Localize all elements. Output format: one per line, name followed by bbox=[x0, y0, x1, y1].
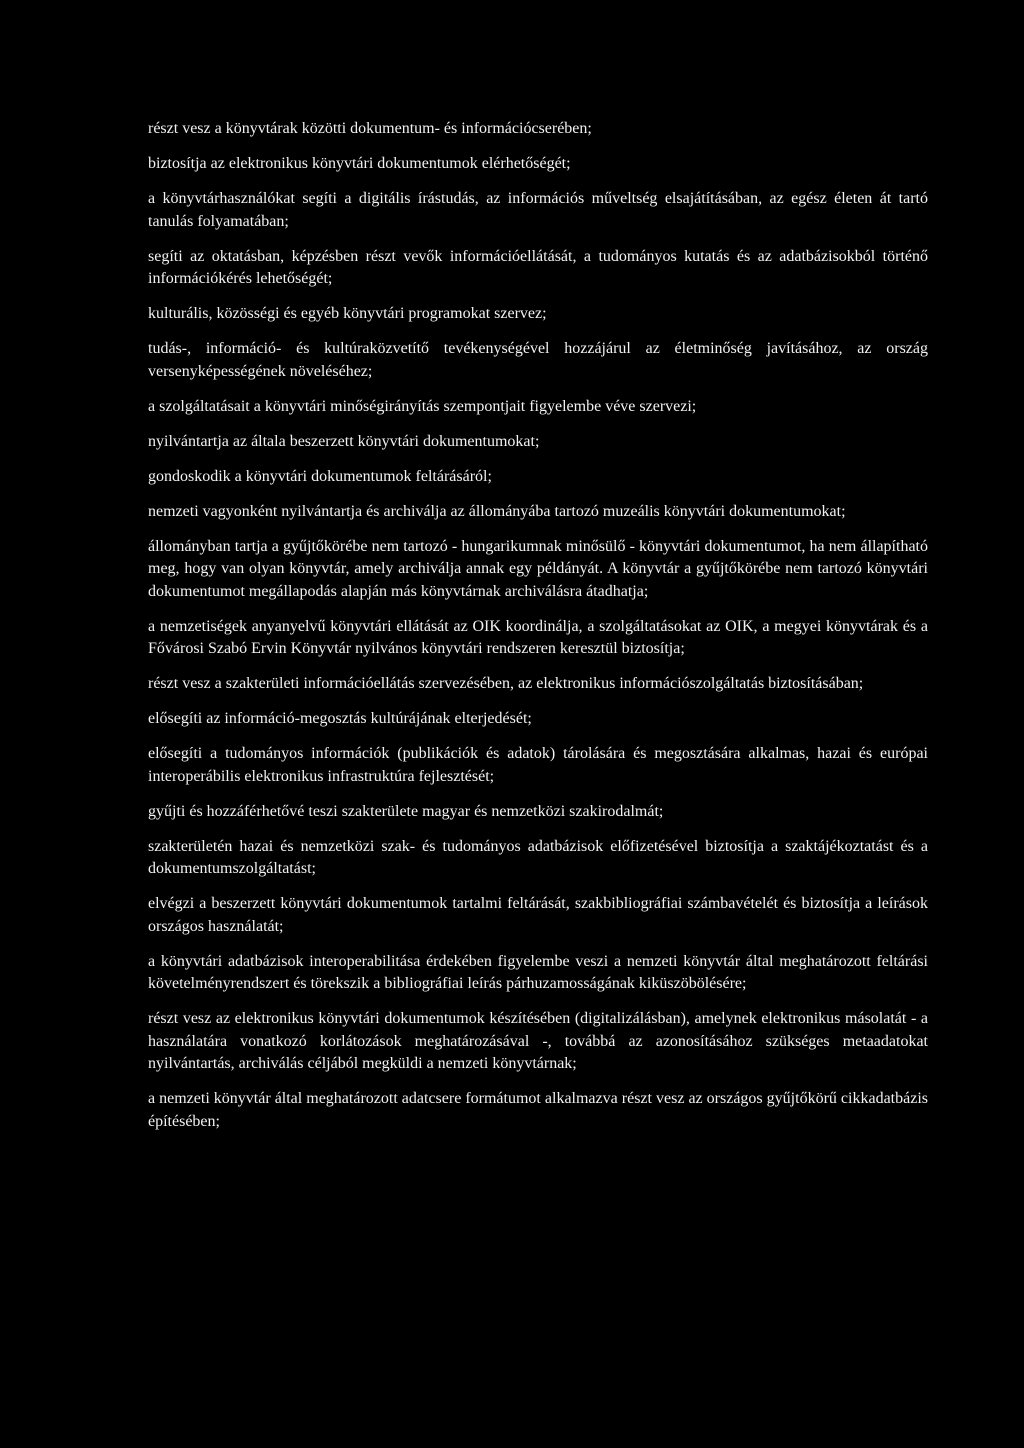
paragraph-2: biztosítja az elektronikus könyvtári dokumentumok elérhetőségét; bbox=[148, 155, 571, 172]
paragraph-20: részt vesz az elektronikus könyvtári dokumentumok készítésében (digitalizálásban), amelynek elektronikus másolatát - a használatára vonatkozó korlátozások meghatározásával -, továbbá az azonosításához szükséges metaadatokat nyilvántartás, archiválás céljából megküldi a nemzeti könyvtárnak; bbox=[148, 1010, 928, 1072]
paragraph-6: tudás-, információ- és kultúraközvetítő tevékenységével hozzájárul az életminőség javításához, az ország versenyképességének növeléséhez; bbox=[148, 340, 928, 380]
paragraph-10: nemzeti vagyonként nyilvántartja és archiválja az állományába tartozó muzeális könyvtári dokumentumokat; bbox=[148, 502, 846, 520]
paragraph-9: gondoskodik a könyvtári dokumentumok feltárásáról; bbox=[148, 467, 492, 485]
paragraph-15: elősegíti a tudományos információk (publikációk és adatok) tárolására és megosztására alkalmas, hazai és európai interoperábilis elektronikus infrastruktúra fejlesztését; bbox=[148, 745, 928, 785]
paragraph-1: részt vesz a könyvtárak közötti dokumentum- és információcserében; bbox=[148, 120, 592, 137]
paragraph-8: nyilvántartja az általa beszerzett könyvtári dokumentumokat; bbox=[148, 432, 540, 450]
document-page bbox=[148, 118, 928, 1146]
paragraph-21: a nemzeti könyvtár által meghatározott adatcsere formátumot alkalmazva részt vesz az országos gyűjtőkörű cikkadatbázis építésében; bbox=[148, 1090, 928, 1130]
paragraph-4: segíti az oktatásban, képzésben részt vevők információellátását, a tudományos kutatás és az adatbázisokból történő információkérés lehetőségét; bbox=[148, 247, 928, 287]
paragraph-19: a könyvtári adatbázisok interoperabilitása érdekében figyelembe veszi a nemzeti könyvtár által meghatározott feltárási követelményrendszert és törekszik a bibliográfiai leírás párhuzamosságának kiküszöbölésére; bbox=[148, 952, 928, 992]
paragraph-12: a nemzetiségek anyanyelvű könyvtári ellátását az OIK koordinálja, a szolgáltatásokat az OIK, a megyei könyvtárak és a Fővárosi Szabó Ervin Könyvtár nyilvános könyvtári rendszeren keresztül biztosítja; bbox=[148, 617, 928, 657]
paragraph-11: állományban tartja a gyűjtőkörébe nem tartozó - hungarikumnak minősülő - könyvtári dokumentumot, ha nem állapítható meg, hogy van olyan könyvtár, amely archiválja annak egy példányát. A könyvtár a gyűjtőkörébe nem tartozó könyvtári dokumentumot megállapodás alapján más könyvtárnak archiválásra átadhatja; bbox=[148, 537, 928, 600]
paragraph-3: a könyvtárhasználókat segíti a digitális írástudás, az információs műveltség elsajátításában, az egész életen át tartó tanulás folyamatában; bbox=[148, 190, 928, 230]
paragraph-17: szakterületén hazai és nemzetközi szak- és tudományos adatbázisok előfizetésével biztosítja a szaktájékoztatást és a dokumentumszolgáltatást; bbox=[148, 837, 928, 877]
paragraph-7: a szolgáltatásait a könyvtári minőségirányítás szempontjait figyelembe véve szervezi; bbox=[148, 397, 697, 415]
paragraph-13: részt vesz a szakterületi információellátás szervezésében, az elektronikus információszolgáltatás biztosításában; bbox=[148, 675, 864, 692]
paragraph-5: kulturális, közösségi és egyéb könyvtári programokat szervez; bbox=[148, 305, 547, 322]
paragraph-16: gyűjti és hozzáférhetővé teszi szakterülete magyar és nemzetközi szakirodalmát; bbox=[148, 802, 664, 820]
paragraph-18: elvégzi a beszerzett könyvtári dokumentumok tartalmi feltárását, szakbibliográfiai számbavételét és biztosítja a leírások országos használatát; bbox=[148, 895, 928, 935]
paragraph-14: elősegíti az információ-megosztás kultúrájának elterjedését; bbox=[148, 710, 532, 727]
